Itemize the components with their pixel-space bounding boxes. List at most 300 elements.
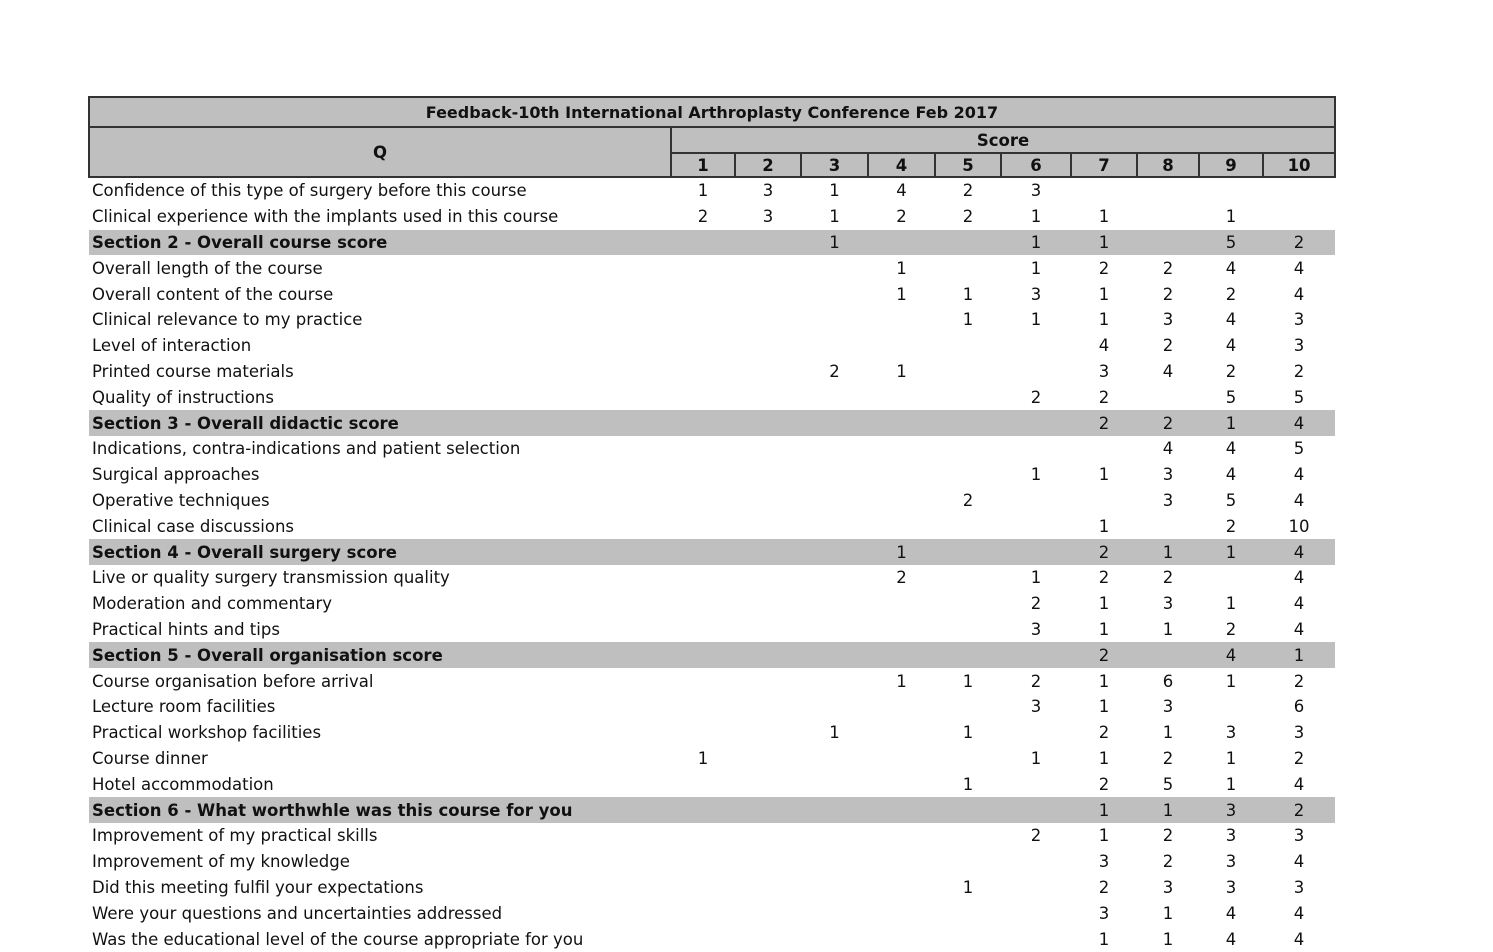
section-label: Section 3 - Overall didactic score (89, 410, 671, 436)
score-cell (935, 333, 1001, 359)
score-cell: 4 (1293, 903, 1305, 923)
score-cell (1001, 849, 1071, 875)
score-cell (801, 617, 868, 643)
score-cell: 3 (1225, 852, 1237, 872)
score-cell: 3 (1162, 594, 1174, 614)
score-cell (868, 771, 935, 797)
question-label: Clinical case discussions (92, 516, 295, 536)
score-cell (801, 462, 868, 488)
score-cell (735, 900, 801, 926)
score-cell (671, 513, 735, 539)
score-cell: 4 (1293, 852, 1305, 872)
score-cell: 1 (1225, 594, 1237, 614)
section-row (89, 539, 1335, 565)
section-label: Section 6 - What worthwhle was this course for you (89, 797, 671, 823)
score-cell: 2 (1293, 671, 1305, 691)
score-cell (1199, 694, 1263, 720)
score-cell: 4 (1263, 539, 1335, 565)
score-cell (868, 591, 935, 617)
question-label: Overall content of the course (92, 284, 334, 304)
score-cell: 3 (1162, 465, 1174, 485)
score-cell: 2 (1030, 826, 1042, 846)
score-cell: 1 (1225, 774, 1237, 794)
score-cell: 3 (1162, 877, 1174, 897)
score-cell (868, 642, 935, 668)
score-cell: 1 (1071, 230, 1137, 256)
score-cell (1001, 642, 1071, 668)
table-row (89, 771, 1335, 797)
score-cell: 1 (1263, 642, 1335, 668)
score-cell: 10 (1288, 516, 1310, 536)
score-cell: 1 (1098, 465, 1110, 485)
score-cell (868, 462, 935, 488)
score-cell (1001, 926, 1071, 952)
score-cell (935, 823, 1001, 849)
score-cell (1137, 204, 1199, 230)
score-cell (801, 668, 868, 694)
score-cell: 1 (1098, 619, 1110, 639)
question-label: Quality of instructions (92, 387, 274, 407)
score-cell: 2 (1098, 568, 1110, 588)
score-cell: 1 (1098, 748, 1110, 768)
score-cell: 2 (1030, 387, 1042, 407)
feedback-table (88, 128, 1336, 952)
score-cell (935, 900, 1001, 926)
score-cell (868, 513, 935, 539)
score-cell: 1 (1137, 797, 1199, 823)
score-cell (671, 694, 735, 720)
score-cell (1137, 177, 1199, 204)
score-cell: 2 (1162, 336, 1174, 356)
table-body (89, 177, 1335, 952)
score-cell (735, 720, 801, 746)
score-cell: 4 (1225, 903, 1237, 923)
table-row (89, 204, 1335, 230)
score-cell (935, 230, 1001, 256)
score-cell (935, 384, 1001, 410)
score-cell: 2 (1293, 748, 1305, 768)
score-cell (868, 720, 935, 746)
score-cell (801, 900, 868, 926)
question-label: Improvement of my knowledge (92, 852, 350, 872)
score-cell: 4 (1293, 284, 1305, 304)
score-cell (868, 333, 935, 359)
score-cell (735, 436, 801, 462)
section-label: Section 5 - Overall organisation score (89, 642, 671, 668)
table-row (89, 746, 1335, 772)
score-cell (1001, 797, 1071, 823)
score-cell (1137, 230, 1199, 256)
section-label: Section 2 - Overall course score (89, 230, 671, 256)
score-cell (735, 281, 801, 307)
score-cell: 2 (1162, 748, 1174, 768)
score-cell (1071, 488, 1137, 514)
score-cell (735, 926, 801, 952)
score-cell: 5 (1225, 490, 1237, 510)
question-label: Live or quality surgery transmission quality (92, 568, 450, 588)
score-cell (868, 230, 935, 256)
score-cell (1199, 177, 1263, 204)
score-cell (735, 591, 801, 617)
score-column-header: 5 (935, 153, 1001, 177)
question-label: Clinical relevance to my practice (92, 310, 363, 330)
score-cell: 2 (962, 490, 974, 510)
score-cell (935, 565, 1001, 591)
score-cell: 3 (1030, 284, 1042, 304)
score-cell (868, 900, 935, 926)
question-label: Surgical approaches (92, 465, 260, 485)
score-cell (671, 720, 735, 746)
score-cell: 2 (1030, 671, 1042, 691)
score-cell (801, 875, 868, 901)
score-cell: 1 (962, 671, 974, 691)
table-row (89, 849, 1335, 875)
score-cell (671, 359, 735, 385)
score-cell: 4 (1293, 258, 1305, 278)
score-cell: 1 (1030, 748, 1042, 768)
score-cell: 1 (829, 207, 840, 227)
score-cell: 1 (1162, 929, 1174, 949)
score-cell: 2 (896, 207, 907, 227)
score-cell (671, 462, 735, 488)
score-cell (868, 797, 935, 823)
score-cell (868, 384, 935, 410)
table-row (89, 823, 1335, 849)
score-cell (735, 668, 801, 694)
question-label: Course dinner (92, 748, 208, 768)
score-cell: 3 (1162, 310, 1174, 330)
score-cell: 1 (1098, 207, 1110, 227)
score-cell: 1 (1098, 697, 1110, 717)
question-label: Hotel accommodation (92, 774, 274, 794)
score-cell: 1 (697, 748, 709, 768)
score-cell: 2 (697, 207, 709, 227)
score-cell (1001, 410, 1071, 436)
score-cell (671, 436, 735, 462)
score-cell (671, 771, 735, 797)
score-cell (735, 565, 801, 591)
score-cell (735, 849, 801, 875)
score-cell: 6 (1293, 697, 1305, 717)
score-column-header: 3 (801, 153, 868, 177)
table-row (89, 875, 1335, 901)
score-cell (868, 875, 935, 901)
score-cell (735, 410, 801, 436)
score-cell: 5 (1293, 439, 1305, 459)
score-cell (735, 255, 801, 281)
table-row (89, 668, 1335, 694)
score-cell (801, 823, 868, 849)
score-cell (935, 797, 1001, 823)
score-cell (671, 668, 735, 694)
table-header (89, 128, 1335, 177)
score-cell (935, 359, 1001, 385)
table-row (89, 926, 1335, 952)
score-cell: 4 (1293, 568, 1305, 588)
score-cell (801, 849, 868, 875)
score-cell (671, 230, 735, 256)
score-cell: 1 (1098, 516, 1110, 536)
score-cell: 1 (962, 310, 974, 330)
score-cell (935, 410, 1001, 436)
score-cell (671, 823, 735, 849)
score-cell (735, 333, 801, 359)
score-cell: 2 (1293, 361, 1305, 381)
score-cell (671, 281, 735, 307)
score-cell (735, 823, 801, 849)
score-cell: 2 (1162, 568, 1174, 588)
score-cell (868, 694, 935, 720)
score-cell (868, 617, 935, 643)
table-row (89, 177, 1335, 204)
score-group-header: Score (671, 128, 1335, 153)
score-cell: 1 (1030, 568, 1042, 588)
table-row (89, 488, 1335, 514)
score-cell (735, 875, 801, 901)
score-cell (935, 462, 1001, 488)
score-cell: 1 (1225, 207, 1237, 227)
score-cell: 1 (1225, 671, 1237, 691)
score-cell: 1 (1098, 310, 1110, 330)
table-row (89, 307, 1335, 333)
score-cell: 3 (1098, 903, 1110, 923)
score-cell: 4 (1293, 465, 1305, 485)
feedback-sheet (88, 96, 1336, 952)
score-cell: 1 (1162, 723, 1174, 743)
score-cell: 1 (829, 181, 840, 201)
score-cell: 1 (1162, 903, 1174, 923)
score-cell: 1 (896, 258, 907, 278)
score-column-header: 1 (671, 153, 735, 177)
score-cell (868, 849, 935, 875)
score-cell: 4 (1225, 439, 1237, 459)
score-cell: 2 (1225, 516, 1237, 536)
score-cell: 1 (1098, 671, 1110, 691)
score-cell: 3 (1293, 336, 1305, 356)
score-cell: 2 (1098, 387, 1110, 407)
score-cell (1001, 539, 1071, 565)
score-cell: 2 (1071, 539, 1137, 565)
score-cell (1001, 720, 1071, 746)
score-cell (735, 539, 801, 565)
score-cell (935, 255, 1001, 281)
score-cell: 2 (1162, 826, 1174, 846)
question-label: Indications, contra-indications and patient selection (92, 439, 521, 459)
table-row (89, 462, 1335, 488)
score-cell (1137, 513, 1199, 539)
score-cell: 4 (1293, 929, 1305, 949)
score-cell (801, 384, 868, 410)
score-cell: 1 (962, 877, 974, 897)
score-cell: 1 (1030, 465, 1042, 485)
score-cell (801, 694, 868, 720)
score-cell (671, 617, 735, 643)
score-cell (801, 565, 868, 591)
score-cell (868, 823, 935, 849)
score-cell (801, 591, 868, 617)
score-cell: 2 (962, 181, 974, 201)
score-cell: 4 (1162, 439, 1174, 459)
score-cell (868, 307, 935, 333)
table-row (89, 333, 1335, 359)
score-cell (671, 307, 735, 333)
score-cell: 2 (1030, 594, 1042, 614)
score-cell (935, 849, 1001, 875)
question-label: Confidence of this type of surgery before this course (92, 181, 527, 201)
score-cell: 2 (1263, 230, 1335, 256)
score-cell (735, 384, 801, 410)
score-cell (801, 746, 868, 772)
score-cell (671, 410, 735, 436)
score-cell: 3 (1030, 697, 1042, 717)
score-cell: 1 (896, 361, 907, 381)
score-cell: 2 (1137, 410, 1199, 436)
score-column-header: 9 (1199, 153, 1263, 177)
score-cell (801, 513, 868, 539)
score-cell: 1 (1199, 539, 1263, 565)
score-cell: 1 (868, 539, 935, 565)
score-cell: 1 (1098, 929, 1110, 949)
score-cell (868, 410, 935, 436)
score-cell (671, 255, 735, 281)
table-row (89, 565, 1335, 591)
score-cell: 3 (1293, 826, 1305, 846)
score-cell: 1 (1098, 594, 1110, 614)
table-row (89, 900, 1335, 926)
score-cell: 1 (896, 284, 907, 304)
score-cell (801, 410, 868, 436)
score-cell: 4 (1225, 929, 1237, 949)
score-cell: 3 (1199, 797, 1263, 823)
score-cell (671, 539, 735, 565)
section-row (89, 797, 1335, 823)
score-cell (1263, 177, 1335, 204)
score-cell: 2 (1098, 723, 1110, 743)
score-cell (735, 617, 801, 643)
score-cell (1001, 875, 1071, 901)
question-label: Lecture room facilities (92, 697, 276, 717)
score-cell (735, 359, 801, 385)
score-cell: 1 (1030, 207, 1042, 227)
score-cell: 3 (1293, 723, 1305, 743)
question-column-header: Q (89, 128, 671, 177)
score-cell: 2 (962, 207, 974, 227)
score-cell: 5 (1162, 774, 1174, 794)
score-cell (1001, 513, 1071, 539)
score-cell (1001, 488, 1071, 514)
score-cell (801, 436, 868, 462)
score-cell (735, 307, 801, 333)
score-cell: 1 (896, 671, 907, 691)
score-column-header: 10 (1263, 153, 1335, 177)
table-row (89, 694, 1335, 720)
score-cell: 4 (896, 181, 907, 201)
section-row (89, 642, 1335, 668)
score-cell (1071, 436, 1137, 462)
score-cell: 2 (1162, 284, 1174, 304)
score-cell: 3 (1098, 852, 1110, 872)
score-cell (735, 694, 801, 720)
score-cell (671, 849, 735, 875)
score-cell (935, 539, 1001, 565)
score-cell: 4 (1162, 361, 1174, 381)
score-cell: 4 (1225, 465, 1237, 485)
score-cell (735, 771, 801, 797)
score-cell (801, 539, 868, 565)
table-row (89, 359, 1335, 385)
score-cell: 3 (1162, 697, 1174, 717)
score-column-header: 8 (1137, 153, 1199, 177)
question-label: Printed course materials (92, 361, 294, 381)
sheet-title: Feedback-10th International Arthroplasty Conference Feb 2017 (88, 96, 1336, 128)
score-cell: 3 (1293, 877, 1305, 897)
score-cell: 2 (896, 568, 907, 588)
score-cell (868, 926, 935, 952)
table-row (89, 255, 1335, 281)
score-cell: 3 (762, 181, 774, 201)
score-cell (935, 642, 1001, 668)
score-cell: 1 (962, 774, 974, 794)
score-cell (671, 565, 735, 591)
score-cell: 3 (1225, 826, 1237, 846)
question-label: Clinical experience with the implants used in this course (92, 207, 559, 227)
score-cell: 4 (1293, 594, 1305, 614)
table-row (89, 720, 1335, 746)
score-cell (671, 875, 735, 901)
table-row (89, 281, 1335, 307)
table-row (89, 591, 1335, 617)
score-column-header: 4 (868, 153, 935, 177)
table-row (89, 513, 1335, 539)
score-cell: 2 (1263, 797, 1335, 823)
score-cell (868, 436, 935, 462)
score-cell: 1 (1137, 539, 1199, 565)
question-label: Level of interaction (92, 336, 252, 356)
score-cell (735, 230, 801, 256)
question-label: Did this meeting fulfil your expectations (92, 877, 424, 897)
question-label: Improvement of my practical skills (92, 826, 378, 846)
score-cell: 1 (1199, 410, 1263, 436)
question-label: Moderation and commentary (92, 594, 333, 614)
score-cell (935, 591, 1001, 617)
score-cell: 1 (1030, 310, 1042, 330)
score-cell (1001, 436, 1071, 462)
score-cell (935, 926, 1001, 952)
score-cell: 1 (829, 723, 840, 743)
score-cell: 4 (1225, 310, 1237, 330)
score-cell (801, 333, 868, 359)
score-cell: 5 (1293, 387, 1305, 407)
score-cell: 3 (1225, 723, 1237, 743)
table-row (89, 436, 1335, 462)
score-cell: 6 (1162, 671, 1174, 691)
score-cell: 3 (1030, 181, 1042, 201)
score-cell: 2 (1162, 258, 1174, 278)
score-cell (801, 771, 868, 797)
score-cell (735, 642, 801, 668)
score-cell: 3 (1098, 361, 1110, 381)
score-cell: 2 (1098, 774, 1110, 794)
score-cell: 1 (962, 284, 974, 304)
score-cell: 3 (1162, 490, 1174, 510)
score-cell (868, 488, 935, 514)
score-cell (1001, 359, 1071, 385)
score-column-header: 6 (1001, 153, 1071, 177)
score-cell: 1 (962, 723, 974, 743)
score-cell (735, 513, 801, 539)
score-cell: 2 (1225, 284, 1237, 304)
score-cell: 4 (1225, 258, 1237, 278)
